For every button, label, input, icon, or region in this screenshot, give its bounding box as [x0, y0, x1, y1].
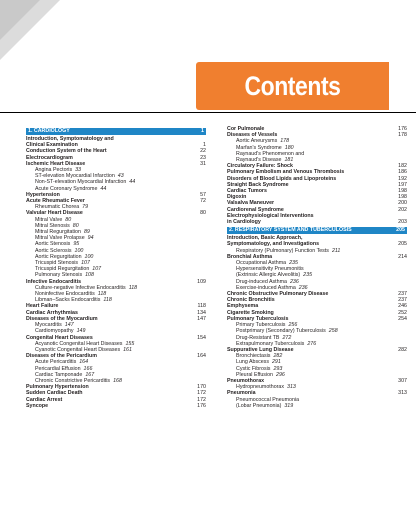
toc-entry-title: Introduction, Basic Approach,: [227, 235, 303, 242]
toc-entry-page: 107: [92, 266, 102, 273]
toc-entry-page: 235: [303, 272, 313, 279]
toc-entry-page: 313: [398, 390, 407, 397]
toc-entry-page: 80: [65, 216, 72, 223]
toc-entry-title: Sudden Cardiac Death: [26, 390, 83, 397]
toc-entry-page: 237: [398, 291, 407, 298]
toc-entry-title: Emphysema: [227, 303, 259, 310]
toc-entry-title: Clinical Examination: [26, 142, 78, 149]
toc-entry-page: 256: [288, 322, 298, 329]
toc-entry-page: 79: [82, 204, 89, 211]
toc-entry-page: 211: [331, 247, 341, 254]
toc-entry-page: 149: [76, 328, 86, 335]
toc-entry-title: Angina Pectoris 33: [35, 167, 82, 174]
toc-entry-page: 246: [398, 303, 407, 310]
toc-chapter-heading: [227, 227, 407, 234]
toc-entry-page: 80: [72, 222, 79, 229]
toc-entry-title: Pulmonary Stenosis 108: [35, 272, 94, 279]
toc-entry-page: 1: [201, 128, 204, 134]
toc-entry-page: 186: [398, 169, 407, 176]
toc-entry-title: Circulatory Failure: Shock: [227, 163, 293, 170]
corner-decoration: [0, 0, 60, 60]
toc-entry-page: 236: [298, 284, 308, 291]
toc-left-column: [26, 126, 206, 409]
toc-entry-page: 214: [398, 253, 407, 260]
toc-entry-title: Bronchial Asthma: [227, 253, 273, 260]
toc-entry-title: Cystic Fibrosis 293: [236, 365, 283, 372]
toc-entry-title: Cor Pulmonale: [227, 126, 265, 132]
toc-entry-title: Aortic Regurgitation 100: [35, 253, 94, 260]
toc-entry-page: 176: [197, 402, 206, 409]
toc-entry-title: Cardiac Tamponade 167: [35, 371, 95, 378]
toc-entry-title: Raynaud's Disease 181: [236, 157, 294, 164]
toc-entry-title: Syncope: [26, 402, 49, 409]
toc-entry-title: Tricuspid Stenosis 107: [35, 260, 90, 267]
toc-entry-title: Cardiac Arrest: [26, 396, 63, 403]
toc-entry-title: (Lobar Pneumonia) 319: [236, 402, 294, 409]
toc-entry-page: 197: [398, 181, 407, 188]
toc-right-column: [227, 126, 407, 409]
toc-entry-page: 89: [83, 229, 90, 236]
toc-entry-title: Primary Tuberculosis 256: [236, 322, 298, 329]
toc-entry-title: Pleural Effusion 296: [236, 371, 285, 378]
toc-entry-title: Conduction System of the Heart: [26, 148, 107, 155]
toc-entry-page: 293: [273, 365, 283, 372]
toc-entry-page: 100: [84, 253, 94, 260]
toc-entry-title: Pericardial Effusion 166: [35, 365, 93, 372]
toc-entry-page: 43: [117, 173, 124, 180]
toc-entry-title: Non-ST-elevation Myocardial Infarction 44: [35, 179, 136, 186]
toc-entry-page: 291: [271, 359, 281, 366]
toc-entry-title: Rheumatic Chorea 79: [35, 204, 89, 211]
toc-entry-page: 237: [398, 297, 407, 304]
toc-entry-page: 276: [307, 340, 317, 347]
toc-entry-title: Pulmonary Hypertension: [26, 384, 89, 391]
page-title: Contents: [244, 71, 341, 101]
toc-entry-page: 192: [398, 175, 407, 182]
toc-entry-title: Exercise-induced Asthma 236: [236, 284, 308, 291]
toc-entry-page: 168: [113, 377, 122, 384]
toc-entry-title: Ischemic Heart Disease: [26, 160, 86, 167]
toc-entry-page: 147: [64, 322, 74, 329]
toc-entry-title: Congenital Heart Diseases: [26, 334, 93, 341]
toc-entry-title: Cardiac Arrhythmias: [26, 309, 78, 316]
toc-entry-title: Respiratory (Pulmonary) Function Tests 211: [236, 247, 341, 254]
toc-entry-page: 22: [200, 148, 206, 155]
toc-entry-page: 118: [197, 303, 206, 310]
toc-entry-title: 1. CARDIOLOGY: [28, 128, 70, 134]
toc-entry-page: 180: [284, 144, 294, 151]
toc-entry-page: 252: [398, 309, 407, 316]
toc-entry-page: 118: [97, 291, 107, 298]
toc-entry-title: 2. RESPIRATORY SYSTEM AND TUBERCULOSIS: [229, 227, 352, 234]
toc-entry-page: 164: [197, 353, 206, 360]
toc-entry-page: 236: [289, 278, 299, 285]
toc-entry-title: Cardiorenal Syndrome: [227, 206, 284, 213]
toc-entry-page: 155: [125, 340, 135, 347]
toc-entry-title: Aortic Aneurysms 178: [236, 138, 290, 145]
toc-entry-page: 198: [398, 194, 407, 201]
toc-entry-title: Disorders of Blood Lipids and Lipoproteins: [227, 175, 337, 182]
toc-entry-title: Hypertension: [26, 191, 60, 198]
toc-entry-title: Occupational Asthma 235: [236, 260, 298, 267]
toc-entry-title: Valvular Heart Disease: [26, 210, 83, 217]
toc-entry-title: Acyanotic Congenital Heart Diseases 155: [35, 340, 135, 347]
toc-entry-page: 147: [197, 315, 206, 322]
toc-entry-page: 313: [287, 384, 296, 391]
toc-entry-title: Cardiomyopathy 149: [35, 328, 86, 335]
toc-entry-page: 23: [200, 154, 206, 161]
toc-entry-title: Noninfective Endocarditis 118: [35, 291, 107, 298]
toc-entry-page: 178: [398, 132, 407, 139]
toc-entry-title: Acute Rheumatic Fever: [26, 198, 85, 205]
toc-entry-page: 205: [398, 241, 407, 248]
toc-entry-title: Acute Pericarditis 164: [35, 359, 89, 366]
toc-entry-page: 94: [87, 235, 94, 242]
toc-chapter-heading: [26, 128, 206, 135]
toc-entry-title: Extrapulmonary Tuberculosis 276: [236, 340, 317, 347]
toc-entry-title: Pneumothorax: [227, 377, 265, 384]
toc-entry-title: Myocarditis 147: [35, 322, 74, 329]
toc-entry-title: Aortic Stenosis 95: [35, 241, 80, 248]
toc-entry-page: 31: [200, 160, 206, 167]
toc-entry-page: 1: [203, 142, 206, 149]
toc-entry-page: 108: [85, 272, 94, 279]
toc-entry-title: Mitral Valve Prolapse 94: [35, 235, 94, 242]
toc-entry: [26, 403, 206, 409]
toc-entry-title: Hypersensitivity Pneumonitis: [236, 266, 304, 273]
toc-entry-page: 203: [398, 219, 407, 226]
toc-entry-title: Aortic Sclerosis 100: [35, 247, 84, 254]
toc-entry: [227, 219, 407, 225]
toc-entry-page: 307: [398, 377, 407, 384]
toc-entry-page: 95: [73, 241, 80, 248]
divider-rule: [0, 112, 416, 113]
toc-entry-page: 166: [83, 365, 93, 372]
toc-entry-page: 118: [103, 297, 112, 304]
toc-entry-title: ST-elevation Myocardial Infarction 43: [35, 173, 124, 180]
toc-entry-title: Valsalva Maneuver: [227, 200, 275, 207]
toc-entry-title: Raynaud's Phenomenon and: [236, 150, 305, 157]
toc-entry-page: 202: [398, 206, 407, 213]
toc-entry-title: Diseases of Vessels: [227, 132, 278, 139]
toc-entry-page: 167: [85, 371, 95, 378]
toc-entry-title: Suppurative Lung Disease: [227, 346, 294, 353]
toc-entry-page: 178: [280, 138, 290, 145]
toc-entry-title: (Extrinsic Allergic Alveolitis) 235: [236, 272, 313, 279]
toc-entry-page: 100: [74, 247, 84, 254]
toc-entry-title: Introduction, Symptomatology and: [26, 136, 114, 142]
toc-entry-title: Lung Abscess 291: [236, 359, 281, 366]
toc-entry-page: 205: [396, 227, 405, 234]
toc-entry-page: 44: [100, 185, 107, 192]
toc-entry-title: Straight Back Syndrome: [227, 181, 289, 188]
toc-entry-page: 44: [129, 179, 136, 186]
toc-entry-title: Chronic Obstructive Pulmonary Disease: [227, 291, 329, 298]
toc-entry-page: 272: [282, 334, 292, 341]
toc-entry-title: Cigarette Smoking: [227, 309, 274, 316]
toc-entry-page: 161: [123, 346, 132, 353]
toc-entry-title: Tricuspid Regurgitation 107: [35, 266, 102, 273]
toc-entry-title: Cyanotic Congenital Heart Diseases 161: [35, 346, 132, 353]
toc-entry-title: Diseases of the Pericardium: [26, 353, 97, 360]
toc-entry-title: Mitral Regurgitation 89: [35, 229, 90, 236]
toc-entry-title: Mitral Valve 80: [35, 216, 72, 223]
toc-entry-page: 254: [398, 315, 407, 322]
toc-entry-title: Pulmonary Embolism and Venous Thrombosis: [227, 169, 345, 176]
toc-entry-page: 200: [398, 200, 407, 207]
toc-entry-title: Cardiac Tumors: [227, 188, 267, 195]
toc-entry-page: 282: [273, 353, 283, 360]
toc-entry-page: 258: [328, 328, 338, 335]
toc-entry-page: 235: [289, 260, 298, 267]
toc-entry-title: Electrocardiogram: [26, 154, 73, 161]
toc-entry-page: 109: [197, 278, 206, 285]
toc-entry-page: 80: [200, 210, 206, 217]
toc-entry-page: 172: [197, 396, 206, 403]
contents-banner: [196, 62, 389, 110]
toc-entry-title: Electrophysiological Interventions: [227, 212, 314, 219]
toc-entry-page: 118: [128, 284, 138, 291]
toc-entry-page: 181: [284, 157, 294, 164]
toc-entry-title: Diseases of the Myocardium: [26, 315, 98, 322]
toc-entry-title: Drug-induced Asthma 236: [236, 278, 299, 285]
toc-entry-page: 182: [398, 163, 407, 170]
toc-entry-title: Chronic Bronchitis: [227, 297, 275, 304]
toc-entry-page: 154: [197, 334, 206, 341]
toc-entry-page: 172: [197, 390, 206, 397]
toc-entry-title: Postprimary (Secondary) Tuberculosis 258: [236, 328, 338, 335]
toc-entry-page: 107: [81, 260, 90, 267]
toc-entry-title: Libman–Sacks Endocarditis 118: [35, 297, 112, 304]
toc-entry-page: 134: [197, 309, 206, 316]
toc-entry-title: Pneumonia: [227, 390, 256, 397]
toc-entry-page: 296: [276, 371, 285, 378]
toc-entry-page: 72: [200, 198, 206, 205]
toc-entry-title: Bronchiectasis 282: [236, 353, 283, 360]
toc-entry-title: Culture-negative Infective Endocarditis 118: [35, 284, 138, 291]
toc-entry-page: 282: [398, 346, 407, 353]
toc-entry-title: Drug-Resistant TB 272: [236, 334, 292, 341]
toc-entry-page: 176: [398, 126, 407, 132]
toc-entry-title: Chronic Constrictive Pericarditis 168: [35, 377, 122, 384]
toc-entry-title: Hydropneumothorax 313: [236, 384, 296, 391]
toc-entry-page: 33: [75, 167, 82, 174]
toc-entry-title: Marfan's Syndrome 180: [236, 144, 294, 151]
toc-entry-title: Infective Endocarditis: [26, 278, 82, 285]
toc-entry-page: 198: [398, 188, 407, 195]
toc-entry-title: Acute Coronary Syndrome 44: [35, 185, 107, 192]
toc-entry-title: Pneumococcal Pneumonia: [236, 396, 300, 403]
toc-entry-title: Pulmonary Tuberculosis: [227, 315, 289, 322]
toc-entry-title: Symptomatology, and Investigations: [227, 241, 320, 248]
toc-entry: [227, 403, 407, 409]
toc-entry-page: 170: [197, 384, 206, 391]
toc-entry-title: Digoxin: [227, 194, 247, 201]
toc-entry-title: Mitral Stenosis 80: [35, 222, 79, 229]
toc-entry-page: 57: [200, 191, 206, 198]
toc-entry-page: 319: [284, 402, 294, 409]
toc-entry-title: in Cardiology: [227, 219, 261, 226]
toc-entry-page: 164: [79, 359, 89, 366]
toc-entry-title: Heart Failure: [26, 303, 59, 310]
